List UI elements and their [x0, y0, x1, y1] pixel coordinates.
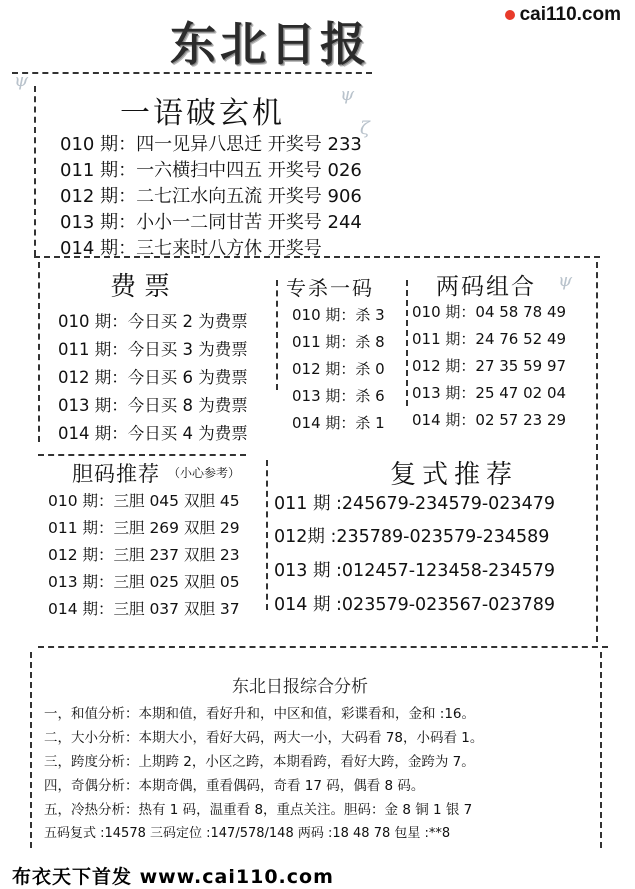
analysis-row: 三，跨度分析：上期跨 2，小区之跨，本期看跨，看好大跨，金跨为 7。: [44, 754, 475, 770]
zhuansha-row: 011 期：杀 8: [292, 333, 385, 351]
fushi-row: 014 期 :023579-023567-023789: [274, 595, 555, 615]
frame-left-mid: [38, 262, 40, 442]
danma-row: 014 期：三胆 037 双胆 37: [48, 600, 240, 618]
zhuansha-row: 013 期：杀 6: [292, 387, 385, 405]
feipiao-row: 014 期：今日买 4 为费票: [58, 424, 248, 443]
zhuansha-row: 014 期：杀 1: [292, 414, 385, 432]
divider-danma: [38, 454, 246, 456]
frame-right-lower: [600, 652, 602, 848]
feipiao-row: 012 期：今日买 6 为费票: [58, 368, 248, 387]
masthead: 东北日报: [170, 17, 370, 71]
watermark-mark: ψ: [340, 84, 355, 105]
section-title-zhuansha: 专杀一码: [286, 276, 374, 300]
divider-lower: [38, 646, 608, 648]
analysis-row: 一，和值分析：本期和值，看好升和，中区和值，彩谍看和，金和 :16。: [44, 706, 476, 722]
yiyu-row: 014 期：三七来时八方休 开奖号: [60, 238, 322, 259]
site-logo[interactable]: [505, 4, 621, 26]
frame-right: [596, 262, 598, 642]
feipiao-row: 013 期：今日买 8 为费票: [58, 396, 248, 415]
feipiao-row: 010 期：今日买 2 为费票: [58, 312, 248, 331]
yiyu-row: 011 期：一六横扫中四五 开奖号 026: [60, 160, 362, 181]
watermark-mark: ψ: [558, 270, 573, 291]
liangma-row: 010 期：04 58 78 49: [412, 303, 567, 321]
section-title-yiyu: 一语破玄机: [120, 96, 285, 131]
fushi-row: 012期 :235789-023579-234589: [274, 527, 550, 547]
analysis-row: 四，奇偶分析：本期奇偶，重看偶码，奇看 17 码，偶看 8 码。: [44, 778, 425, 794]
divider-v2: [406, 280, 408, 406]
site-logo-text: cai110.com: [519, 4, 621, 25]
yiyu-row: 012 期：二七江水向五流 开奖号 906: [60, 186, 362, 207]
section-title-danma: 胆码推荐: [72, 462, 160, 486]
analysis-row: 二，大小分析：本期大小，看好大码，两大一小，大码看 78，小码看 1。: [44, 730, 484, 746]
liangma-row: 012 期：27 35 59 97: [412, 357, 567, 375]
divider-v1: [276, 280, 278, 390]
analysis-row: 五，冷热分析：热有 1 码，温重看 8，重点关注。胆码：金 8 铜 1 银 7: [44, 802, 473, 818]
liangma-row: 014 期：02 57 23 29: [412, 411, 567, 429]
footer-site[interactable]: 布衣天下首发 www.cai110.com: [12, 866, 334, 888]
danma-note: （小心参考）: [168, 466, 241, 480]
fushi-row: 011 期 :245679-234579-023479: [274, 494, 555, 514]
yiyu-row: 010 期：四一见异八思迁 开奖号 233: [60, 134, 362, 155]
liangma-row: 011 期：24 76 52 49: [412, 330, 567, 348]
divider-v3: [266, 460, 268, 610]
section-title-liangma: 两码组合: [436, 274, 536, 300]
fushi-row: 013 期 :012457-123458-234579: [274, 561, 555, 581]
danma-row: 010 期：三胆 045 双胆 45: [48, 492, 240, 510]
liangma-row: 013 期：25 47 02 04: [412, 384, 567, 402]
danma-row: 011 期：三胆 269 双胆 29: [48, 519, 240, 537]
section-title-feipiao: 费票: [110, 272, 179, 302]
analysis-title: 东北日报综合分析: [232, 677, 368, 697]
zhuansha-row: 010 期：杀 3: [292, 306, 385, 324]
yiyu-row: 013 期：小小一二同甘苦 开奖号 244: [60, 212, 362, 233]
frame-top: [12, 72, 372, 74]
danma-row: 012 期：三胆 237 双胆 23: [48, 546, 240, 564]
danma-row: 013 期：三胆 025 双胆 05: [48, 573, 240, 591]
analysis-row: 五码复式 :14578 三码定位 :147/578/148 两码 :18 48 78 包星 :**8: [44, 826, 451, 841]
zhuansha-row: 012 期：杀 0: [292, 360, 385, 378]
watermark-mark: ζ: [360, 118, 370, 139]
frame-left-lower: [30, 652, 32, 848]
watermark-mark: ψ: [14, 70, 29, 91]
frame-left-upper: [34, 86, 36, 256]
feipiao-row: 011 期：今日买 3 为费票: [58, 340, 248, 359]
section-title-fushi: 复式推荐: [390, 460, 519, 490]
logo-dot-icon: [505, 10, 515, 20]
